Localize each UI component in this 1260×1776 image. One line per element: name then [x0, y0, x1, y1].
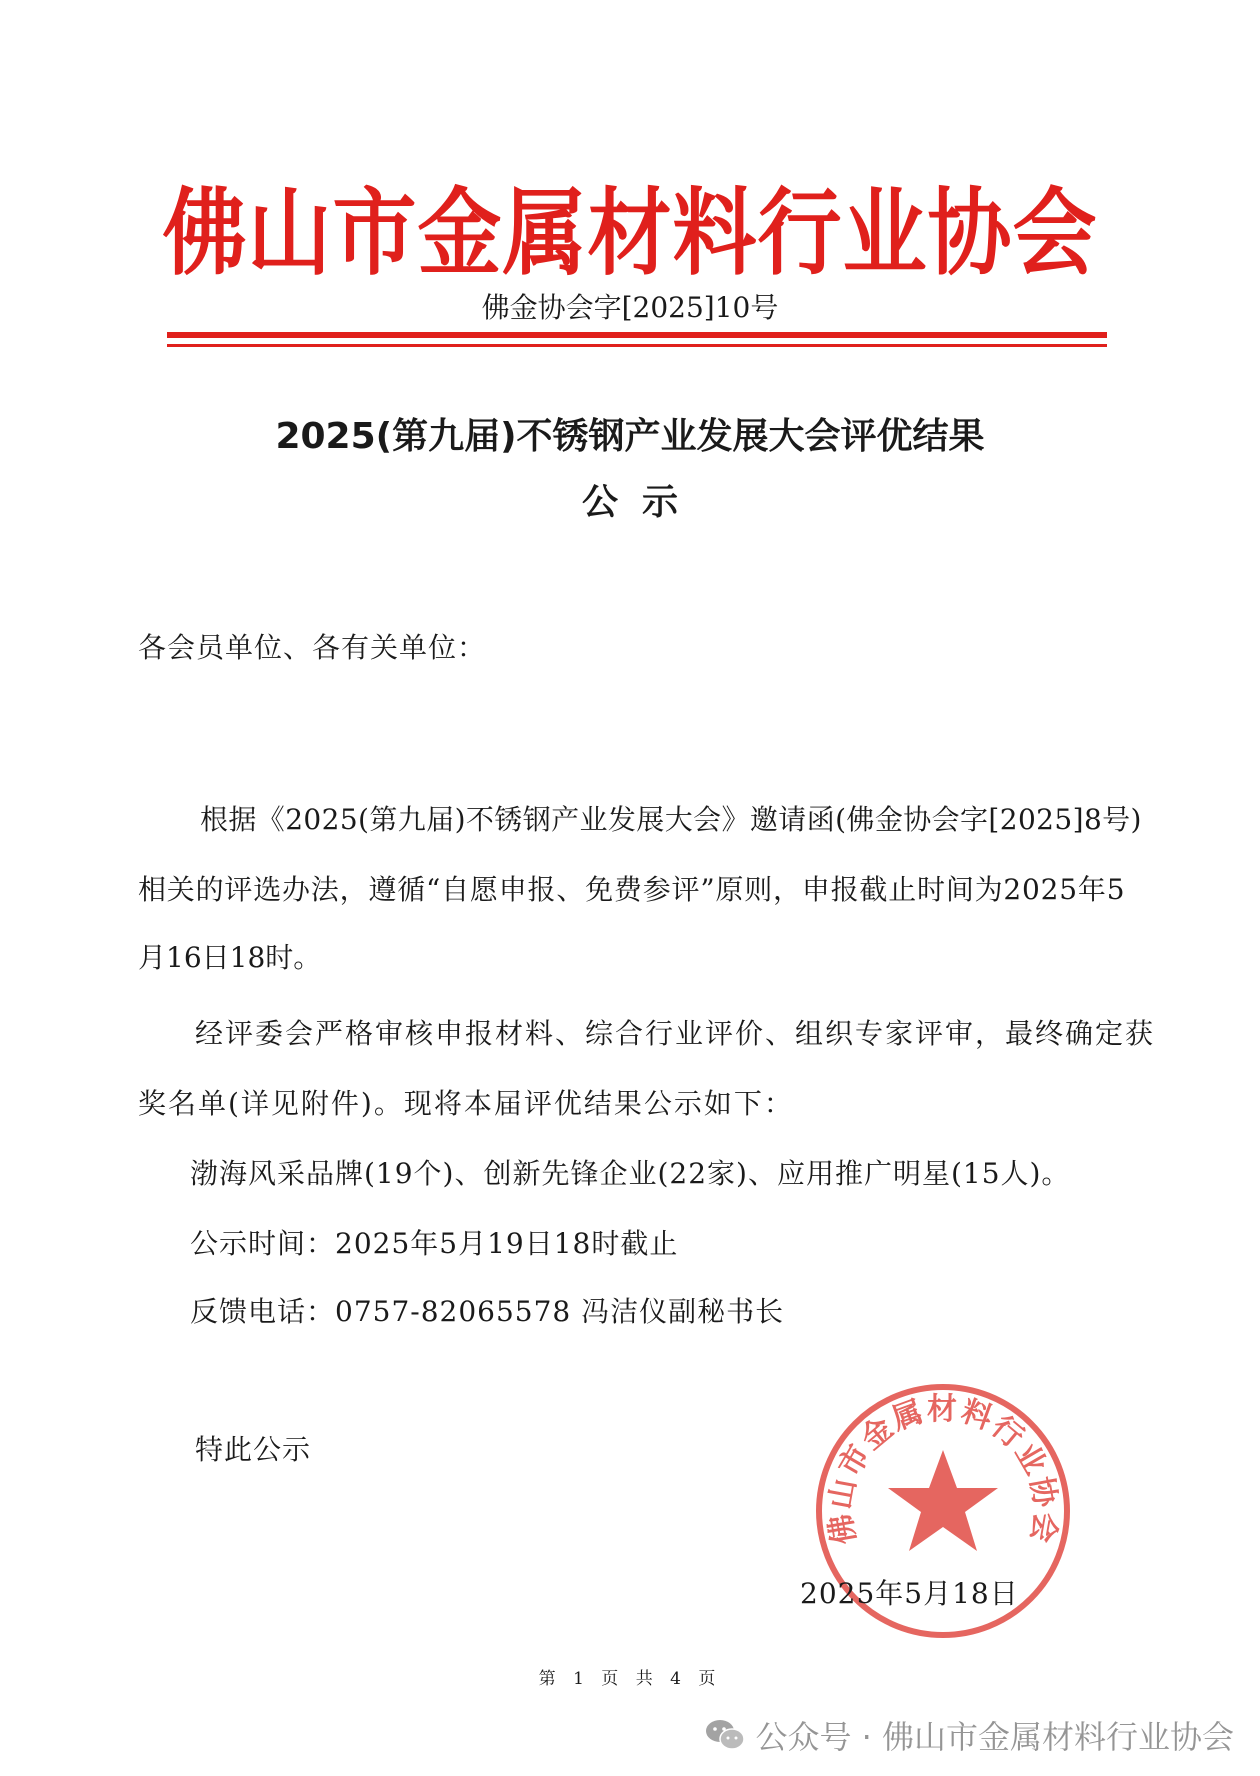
paragraph-line: 相关的评选办法，遵循“自愿申报、免费参评”原则，申报截止时间为2025年5 [138, 873, 1126, 906]
paragraph-line: 奖名单(详见附件)。现将本届评优结果公示如下： [138, 1087, 794, 1120]
watermark-text: 公众号 · 佛山市金属材料行业协会 [755, 1718, 1234, 1756]
organization-masthead: 佛山市金属材料行业协会 [162, 178, 1098, 288]
closing-remark: 特此公示 [195, 1433, 312, 1466]
salutation: 各会员单位、各有关单位： [138, 631, 487, 664]
red-divider-thick [167, 332, 1107, 338]
page-number: 第 1 页 共 4 页 [538, 1669, 722, 1689]
feedback-contact: 反馈电话：0757-82065578 冯洁仪副秘书长 [190, 1295, 785, 1328]
publicity-period: 公示时间：2025年5月19日18时截止 [190, 1227, 679, 1260]
issue-date: 2025年5月18日 [800, 1577, 1019, 1610]
paragraph-line: 月16日18时。 [138, 941, 322, 974]
paragraph-line: 根据《2025(第九届)不锈钢产业发展大会》邀请函(佛金协会字[2025]8号) [200, 803, 1142, 836]
document-number: 佛金协会字[2025]10号 [481, 291, 779, 324]
wechat-icon [705, 1718, 745, 1752]
seal-text: 佛山市金属材料行业协会 [823, 1391, 1063, 1547]
document-subtitle: 公示 [581, 482, 702, 523]
document-title: 2025(第九届)不锈钢产业发展大会评优结果 [275, 416, 985, 457]
red-divider-thin [167, 344, 1107, 347]
paragraph-line: 经评委会严格审核申报材料、综合行业评价、组织专家评审，最终确定获 [195, 1017, 1156, 1050]
watermark [705, 1712, 1234, 1758]
award-summary: 渤海风采品牌(19个)、创新先锋企业(22家)、应用推广明星(15人)。 [190, 1157, 1071, 1190]
